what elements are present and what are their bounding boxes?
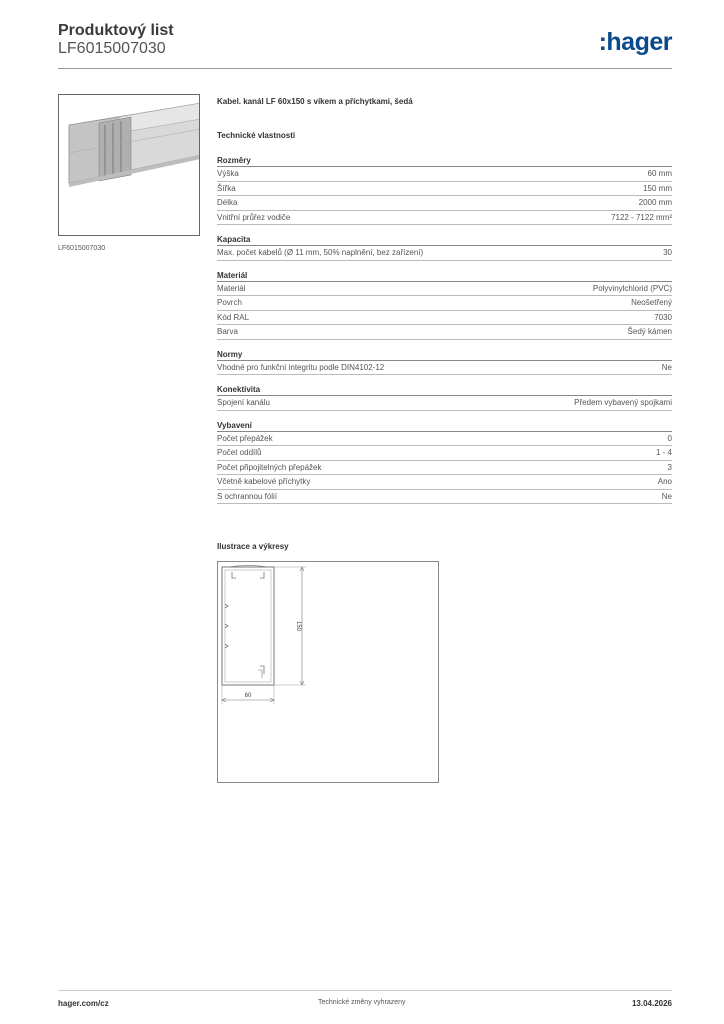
spec-label: Délka: [217, 198, 238, 207]
section-title: Vybavení: [217, 419, 672, 432]
spec-value: 3: [667, 462, 672, 472]
spec-label: Počet oddílů: [217, 448, 262, 457]
width-dimension-label: 60: [244, 693, 252, 699]
spec-section: [217, 154, 672, 225]
header-divider: [58, 68, 672, 69]
section-title: Rozměry: [217, 154, 672, 167]
spec-row: [217, 325, 672, 340]
logo-text: hager: [606, 28, 672, 56]
product-name: Kabel. kanál LF 60x150 s víkem a příchytkami, šedá: [217, 97, 413, 106]
spec-row: [217, 196, 672, 211]
technical-drawing: [217, 561, 439, 783]
section-title: Konektivita: [217, 383, 672, 396]
spec-row: [217, 432, 672, 447]
hager-logo[interactable]: [599, 28, 672, 57]
spec-value: 2000 mm: [638, 198, 672, 207]
spec-value: 0: [667, 433, 672, 443]
spec-row: [217, 311, 672, 326]
spec-label: Včetně kabelové příchytky: [217, 477, 311, 486]
page-header: [58, 22, 174, 58]
spec-value: 1 - 4: [655, 448, 672, 457]
spec-row: [217, 282, 672, 297]
footer-website-link[interactable]: hager.com/cz: [58, 999, 109, 1008]
page-title: Produktový list: [58, 22, 174, 39]
spec-value: 7122 - 7122 mm²: [611, 212, 672, 222]
spec-row: [217, 211, 672, 226]
footer-divider: [58, 990, 672, 991]
height-dimension-label: 150: [295, 620, 301, 632]
spec-section: [217, 269, 672, 340]
spec-row: [217, 490, 672, 505]
cable-duct-image: [59, 95, 200, 236]
spec-value: Polyvinylchlorid (PVC): [592, 283, 672, 293]
product-photo: [58, 94, 200, 236]
section-title: Materiál: [217, 269, 672, 282]
spec-label: Vnitřní průřez vodiče: [217, 212, 291, 222]
spec-value: 60 mm: [647, 169, 672, 178]
spec-value: Šedý kámen: [627, 327, 672, 336]
photo-caption: LF6015007030: [58, 245, 106, 252]
spec-row: [217, 296, 672, 311]
spec-label: Výška: [217, 169, 239, 178]
illustrations-title: Ilustrace a výkresy: [217, 542, 289, 551]
spec-value: Neošetřený: [631, 298, 672, 307]
cross-section-drawing: [218, 562, 438, 782]
spec-value: Ne: [661, 491, 672, 501]
spec-label: S ochrannou fólií: [217, 491, 278, 501]
spec-row: [217, 361, 672, 376]
spec-value: Ne: [661, 362, 672, 372]
spec-row: [217, 396, 672, 411]
section-title: Kapacita: [217, 233, 672, 246]
spec-label: Max. počet kabelů (Ø 11 mm, 50% naplnění, bez zařízení): [217, 248, 424, 257]
spec-label: Šířka: [217, 183, 236, 193]
spec-value: 30: [663, 248, 672, 257]
spec-value: Předem vybavený spojkami: [574, 398, 672, 407]
section-title: Normy: [217, 348, 672, 361]
spec-row: [217, 446, 672, 461]
spec-label: Barva: [217, 327, 238, 336]
spec-label: Vhodné pro funkční integritu podle DIN4102-12: [217, 362, 385, 372]
spec-value: 7030: [654, 312, 672, 322]
spec-label: Kód RAL: [217, 312, 250, 322]
technical-properties-label: Technické vlastnosti: [217, 131, 296, 140]
spec-label: Počet připojitelných přepážek: [217, 462, 322, 472]
footer-date: 13.04.2026: [631, 999, 672, 1008]
specification-sections: [217, 154, 672, 504]
spec-section: [217, 233, 672, 261]
footer-disclaimer: Technické změny vyhrazeny: [318, 999, 406, 1006]
spec-label: Materiál: [217, 283, 246, 293]
logo-colon-mark: :: [598, 28, 607, 56]
spec-label: Spojení kanálu: [217, 398, 270, 407]
spec-section: [217, 383, 672, 411]
spec-section: [217, 348, 672, 376]
spec-value: Ano: [657, 477, 672, 486]
spec-row: [217, 246, 672, 261]
spec-value: 150 mm: [643, 183, 672, 193]
spec-section: [217, 419, 672, 505]
spec-row: [217, 182, 672, 197]
spec-row: [217, 167, 672, 182]
spec-label: Povrch: [217, 298, 242, 307]
product-details: [217, 97, 672, 512]
spec-row: [217, 475, 672, 490]
spec-row: [217, 461, 672, 476]
product-code: LF6015007030: [58, 40, 166, 57]
spec-label: Počet přepážek: [217, 433, 273, 443]
